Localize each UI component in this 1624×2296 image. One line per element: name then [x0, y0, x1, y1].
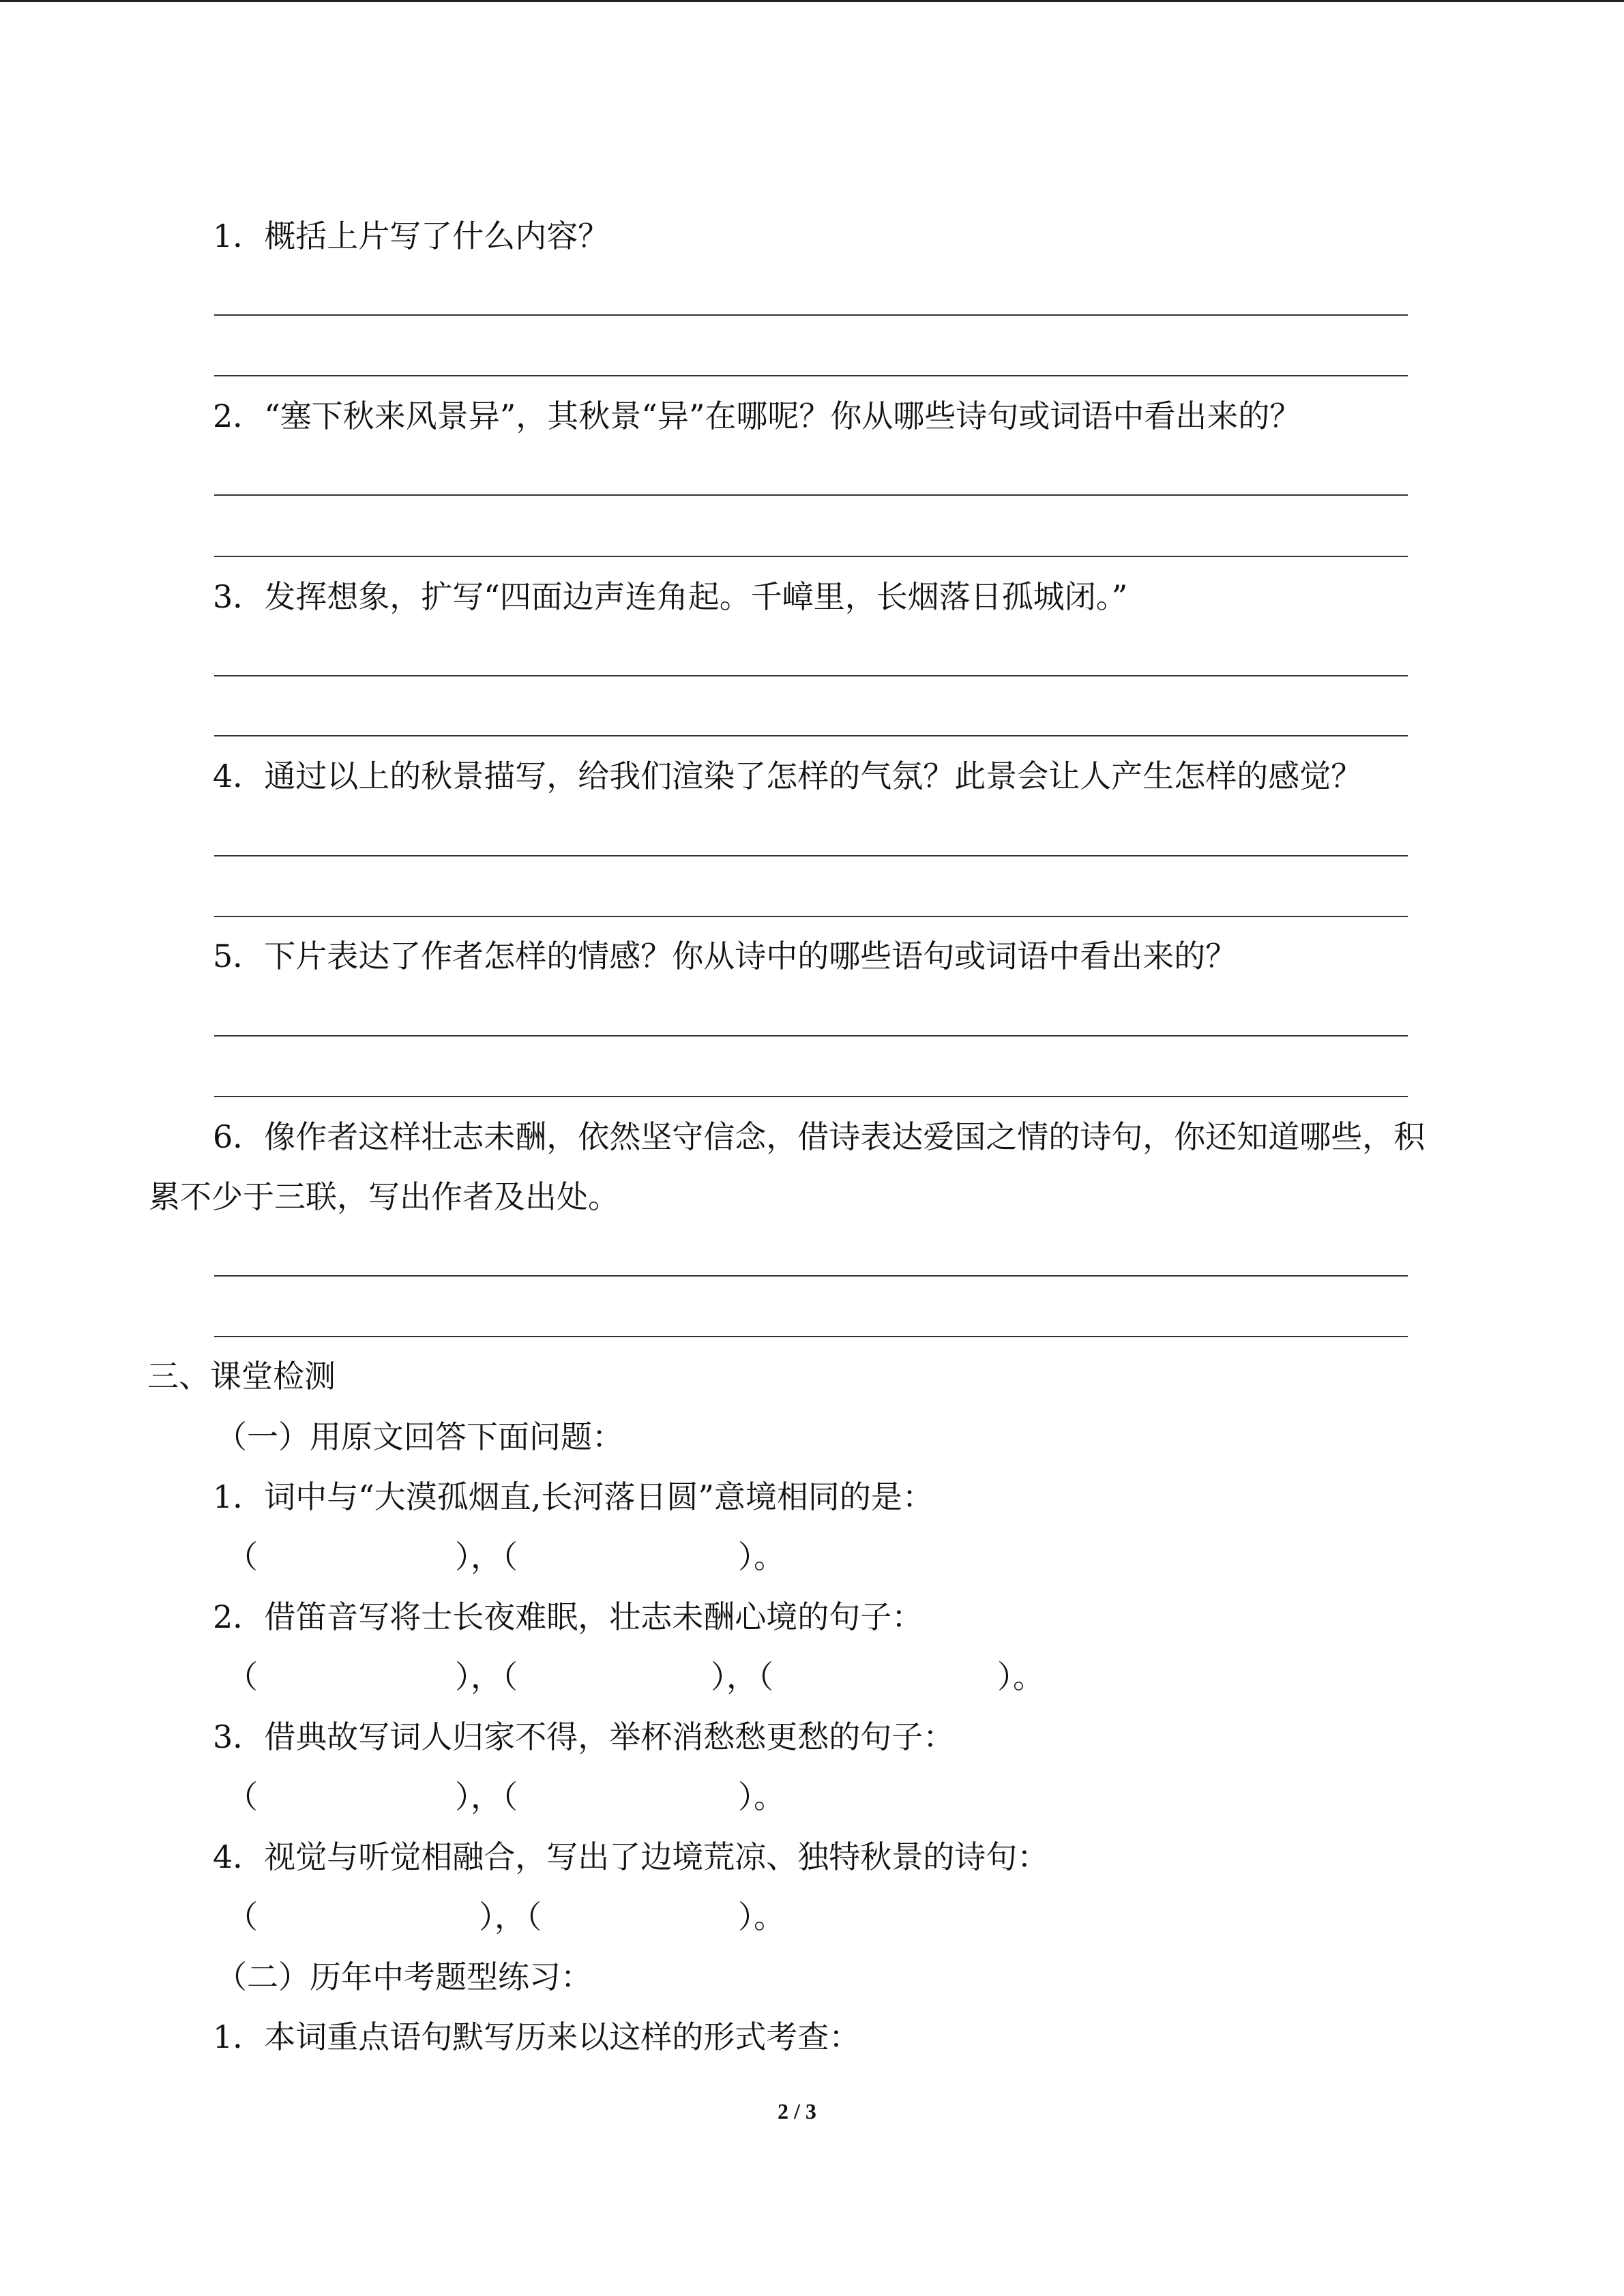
answer-line[interactable]	[214, 375, 1408, 376]
answer-line[interactable]	[214, 314, 1408, 316]
question-5: 5．下片表达了作者怎样的情感？你从诗中的哪些语句或词语中看出来的？	[213, 938, 1237, 974]
answer-line[interactable]	[214, 1035, 1408, 1037]
blank-end: ）。	[997, 1658, 1044, 1695]
answer-line[interactable]	[214, 735, 1408, 736]
answer-line[interactable]	[214, 1096, 1408, 1097]
answer-line[interactable]	[214, 855, 1408, 856]
part-2-title: （二）历年中考题型练习：	[216, 1958, 592, 1995]
question-6-line1: 6．像作者这样壮志未酬，依然坚守信念，借诗表达爱国之情的诗句，你还知道哪些，积	[213, 1118, 1426, 1155]
answer-line[interactable]	[214, 916, 1408, 917]
blank-end: ）。	[738, 1538, 785, 1575]
blank-separator: ），（	[711, 1658, 773, 1695]
blank-open: （	[226, 1778, 258, 1815]
check-question-3: 3．借典故写词人归家不得，举杯消愁愁更愁的句子：	[213, 1718, 955, 1755]
exam-question-1: 1．本词重点语句默写历来以这样的形式考查：	[213, 2018, 861, 2055]
question-3: 3．发挥想象，扩写“四面边声连角起。千嶂里，长烟落日孤城闭。”	[213, 578, 1128, 615]
check-question-4: 4．视觉与听觉相融合，写出了边境荒凉、独特秋景的诗句：	[213, 1838, 1049, 1875]
blank-separator: ），（	[455, 1658, 518, 1695]
question-1: 1．概括上片写了什么内容？	[213, 218, 610, 254]
page-top-border	[0, 0, 1624, 2]
section-title: 三、课堂检测	[147, 1358, 336, 1395]
check-question-1: 1．词中与“大漠孤烟直,长河落日圆”意境相同的是：	[213, 1478, 934, 1515]
blank-open: （	[226, 1658, 258, 1695]
check-question-2: 2．借笛音写将士长夜难眠，壮志未酬心境的句子：	[213, 1598, 924, 1635]
blank-separator: ），（	[455, 1538, 518, 1575]
blank-end: ）。	[738, 1898, 785, 1935]
question-2: 2．“塞下秋来风景异”，其秋景“异”在哪呢？你从哪些诗句或词语中看出来的？	[213, 398, 1301, 434]
answer-line[interactable]	[214, 675, 1408, 676]
blank-separator: ），（	[455, 1778, 518, 1815]
question-6-line2: 累不少于三联，写出作者及出处。	[149, 1178, 619, 1215]
blank-open: （	[226, 1538, 258, 1575]
answer-line[interactable]	[214, 556, 1408, 557]
blank-open: （	[226, 1898, 258, 1935]
answer-line[interactable]	[214, 1275, 1408, 1277]
blank-separator: ），（	[479, 1898, 542, 1935]
answer-line[interactable]	[214, 494, 1408, 496]
page-number: 2 / 3	[778, 2099, 816, 2123]
blank-end: ）。	[738, 1778, 785, 1815]
part-1-title: （一）用原文回答下面问题：	[216, 1418, 623, 1455]
answer-line[interactable]	[214, 1336, 1408, 1337]
question-4: 4．通过以上的秋景描写，给我们渲染了怎样的气氛？此景会让人产生怎样的感觉？	[213, 758, 1363, 794]
